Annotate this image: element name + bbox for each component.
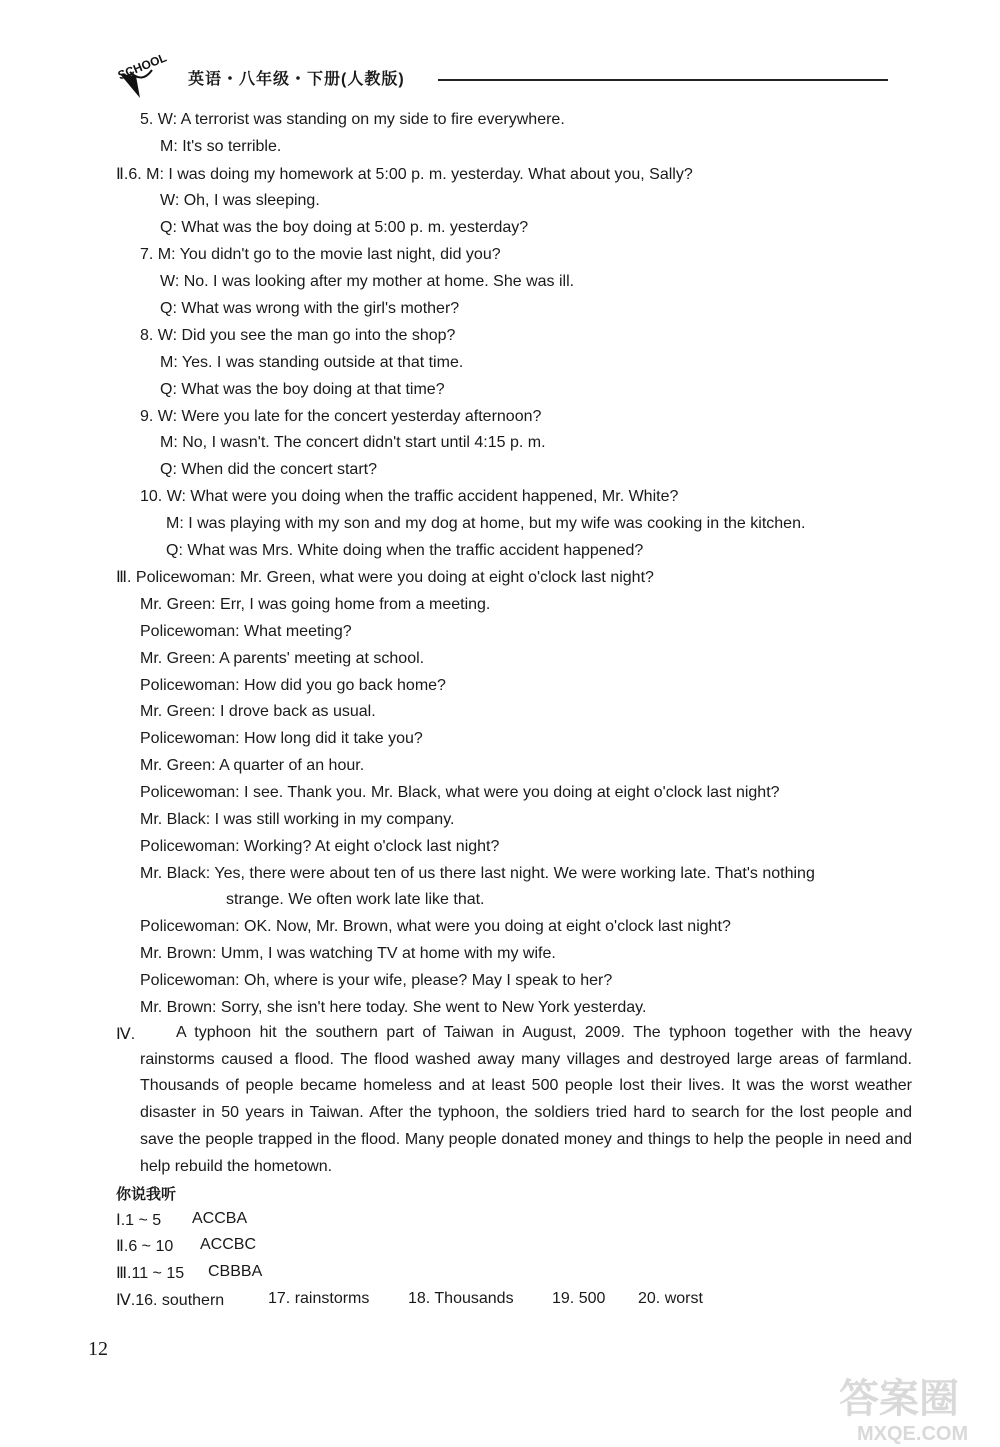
dialogue-line: 8. W: Did you see the man go into the shop? [140, 327, 456, 344]
watermark-url: MXQE.COM [857, 1423, 969, 1445]
answer-range: Ⅰ.1 ~ 5 [116, 1212, 162, 1229]
dialogue-line: 10. W: What were you doing when the traffic accident happened, Mr. White? [140, 488, 679, 505]
dialogue-line: Mr. Brown: Umm, I was watching TV at home with my wife. [140, 945, 556, 962]
watermark-logo [835, 1368, 1000, 1447]
dialogue-line: M: I was playing with my son and my dog at home, but my wife was cooking in the kitchen. [166, 515, 806, 532]
answer-item: 20. worst [638, 1290, 703, 1307]
dialogue-line: Q: What was Mrs. White doing when the traffic accident happened? [166, 542, 644, 559]
school-logo-icon [108, 46, 178, 106]
page-number: 12 [88, 1338, 108, 1360]
page-header [108, 46, 898, 106]
dialogue-line: W: No. I was looking after my mother at home. She was ill. [160, 273, 575, 290]
answer-range: Ⅱ.6 ~ 10 [116, 1238, 174, 1255]
answer-item: 17. rainstorms [268, 1290, 370, 1307]
dialogue-line: Policewoman: Oh, where is your wife, please? May I speak to her? [140, 972, 613, 989]
passage-text: A typhoon hit the southern part of Taiwan in August, 2009. The typhoon together with the heavy rainstorms caused a flood. The flood washed away many villages and destroyed large areas of farmland. Thousands of people became homeless and at least 500 people lost their lives. It was the worst weather disaster in 50 years in Taiwan. After the typhoon, the soldiers tried hard to search for the lost people and save the people trapped in the flood. Many people donated money and things to help the people in need and help rebuild the hometown. [140, 1024, 912, 1175]
dialogue-line: Policewoman: OK. Now, Mr. Brown, what were you doing at eight o'clock last night? [140, 918, 731, 935]
dialogue-line: Policewoman: I see. Thank you. Mr. Black, what were you doing at eight o'clock last night? [140, 784, 780, 801]
dialogue-line: Q: What was the boy doing at 5:00 p. m. yesterday? [160, 219, 529, 236]
answer-item: Ⅳ.16. southern [116, 1292, 225, 1309]
watermark-text: 答案圈 [839, 1376, 959, 1422]
header-rule [438, 79, 888, 81]
dialogue-line: Ⅱ.6. M: I was doing my homework at 5:00 p. m. yesterday. What about you, Sally? [116, 166, 693, 183]
answer-item: 19. 500 [552, 1290, 606, 1307]
dialogue-line: Mr. Green: A quarter of an hour. [140, 757, 365, 774]
passage-label: Ⅳ. [116, 1026, 136, 1043]
dialogue-line: Mr. Black: I was still working in my company. [140, 811, 455, 828]
answers-title: 你说我听 [116, 1186, 177, 1203]
dialogue-line: Mr. Green: Err, I was going home from a meeting. [140, 596, 491, 613]
dialogue-line: Mr. Black: Yes, there were about ten of us there last night. We were working late. That's nothing [140, 865, 815, 882]
dialogue-line: Policewoman: How did you go back home? [140, 677, 446, 694]
dialogue-line: Policewoman: How long did it take you? [140, 730, 423, 747]
answer-key: CBBBA [208, 1263, 263, 1280]
book-title: 英语・八年级・下册(人教版) [188, 71, 405, 88]
dialogue-line: 5. W: A terrorist was standing on my side to fire everywhere. [140, 111, 565, 128]
dialogue-line: Policewoman: What meeting? [140, 623, 352, 640]
dialogue-line: M: It's so terrible. [160, 138, 282, 155]
dialogue-line: Q: When did the concert start? [160, 461, 377, 478]
dialogue-line: M: No, I wasn't. The concert didn't start until 4:15 p. m. [160, 434, 546, 451]
dialogue-line: Policewoman: Working? At eight o'clock last night? [140, 838, 500, 855]
answer-key: ACCBA [192, 1210, 248, 1227]
dialogue-line: Mr. Green: A parents' meeting at school. [140, 650, 425, 667]
dialogue-line: Q: What was the boy doing at that time? [160, 381, 445, 398]
dialogue-line: Q: What was wrong with the girl's mother? [160, 300, 460, 317]
dialogue-line: Mr. Brown: Sorry, she isn't here today. She went to New York yesterday. [140, 999, 647, 1016]
dialogue-line: Mr. Green: I drove back as usual. [140, 703, 376, 720]
dialogue-line: W: Oh, I was sleeping. [160, 192, 320, 209]
dialogue-line: Ⅲ. Policewoman: Mr. Green, what were you doing at eight o'clock last night? [116, 569, 654, 586]
answer-key: ACCBC [200, 1236, 257, 1253]
dialogue-line: 9. W: Were you late for the concert yesterday afternoon? [140, 408, 542, 425]
answer-item: 18. Thousands [408, 1290, 514, 1307]
dialogue-line: strange. We often work late like that. [226, 891, 485, 908]
dialogue-line: 7. M: You didn't go to the movie last night, did you? [140, 246, 501, 263]
school-logo-text: SCHOOL [115, 50, 169, 83]
dialogue-line: M: Yes. I was standing outside at that time. [160, 354, 464, 371]
answer-range: Ⅲ.11 ~ 15 [116, 1265, 185, 1282]
